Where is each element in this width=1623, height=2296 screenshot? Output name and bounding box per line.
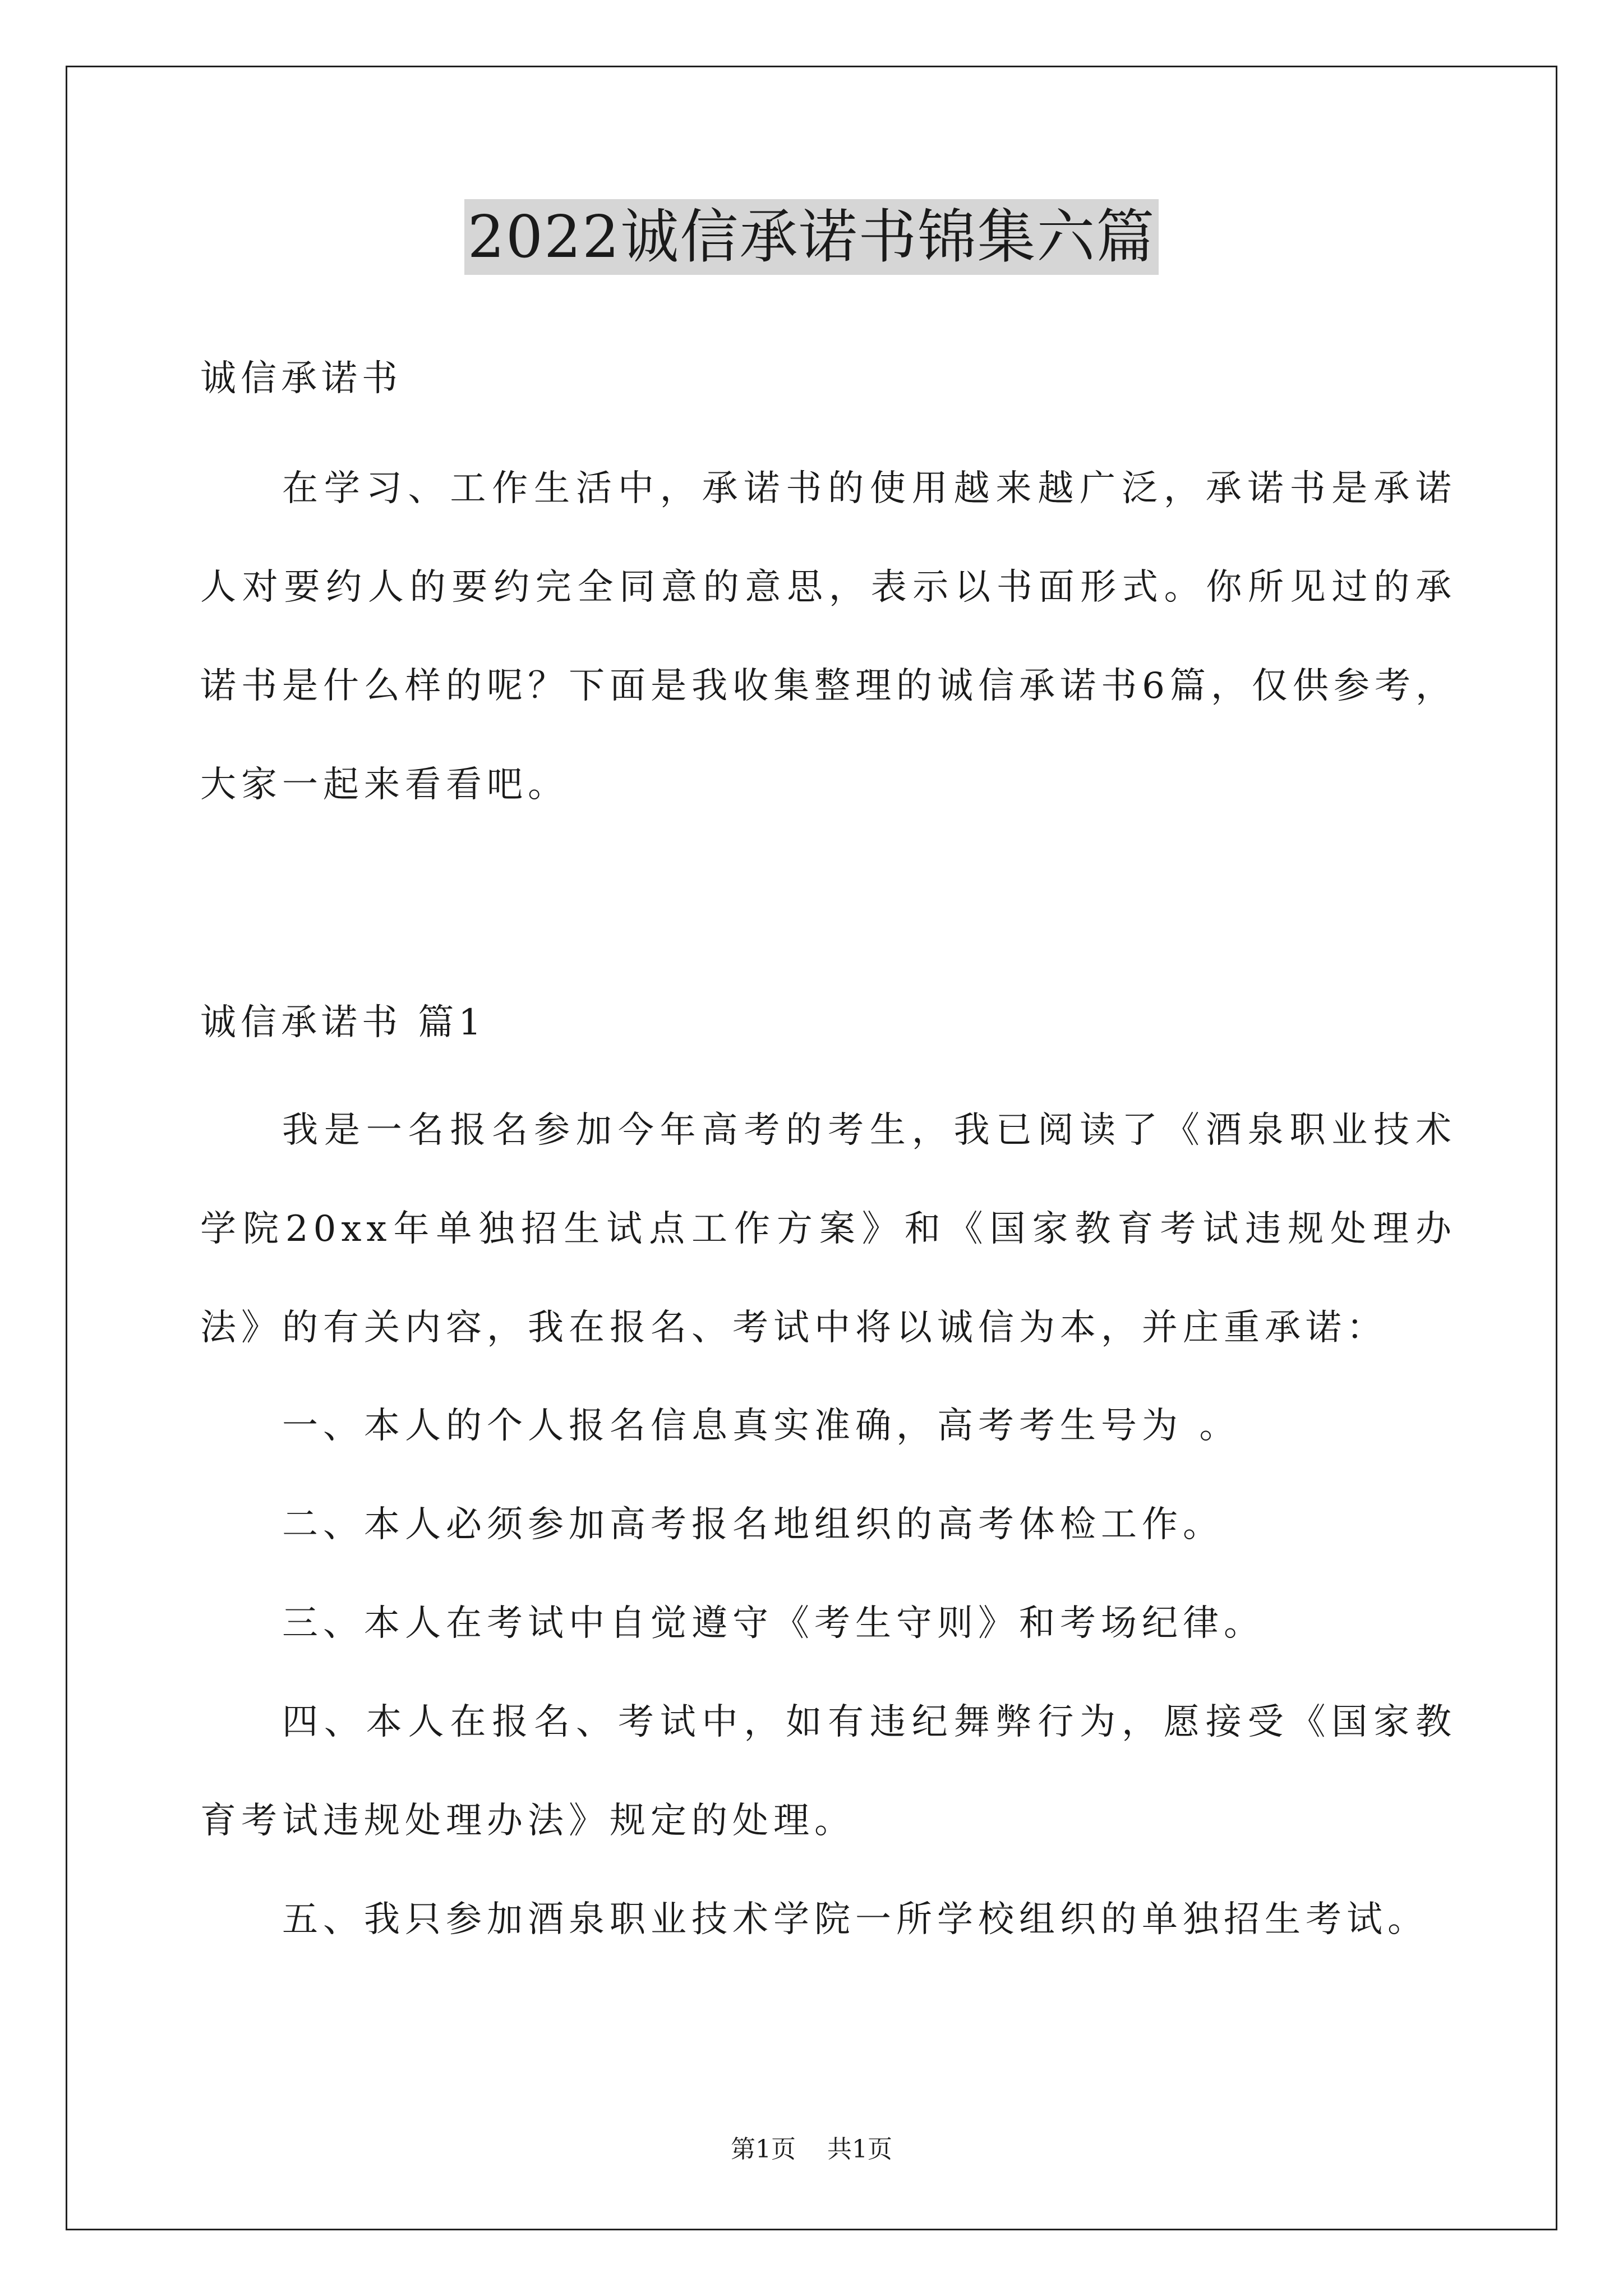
- section-1-item-4: 四、本人在报名、考试中，如有违纪舞弊行为，愿接受《国家教育考试违规处理办法》规定的处理。: [200, 1701, 1456, 1842]
- section-1-paragraph-1: 我是一名报名参加今年高考的考生，我已阅读了《酒泉职业技术学院20xx年单独招生试点工作方案》和《国家教育考试违规处理办法》的有关内容，我在报名、考试中将以诚信为本，并庄重承诺：: [200, 1110, 1456, 1349]
- page-number-total: 共1页: [827, 2135, 892, 2164]
- title-container: [0, 199, 1623, 275]
- section-1-item-2: 二、本人必须参加高考报名地组织的高考体检工作。: [282, 1504, 1224, 1545]
- document-title: 2022诚信承诺书锦集六篇: [464, 199, 1159, 275]
- page-footer: [0, 2133, 1623, 2166]
- section-1-item-5: 五、我只参加酒泉职业技术学院一所学校组织的单独招生考试。: [282, 1899, 1428, 1940]
- section-1-item-1: 一、本人的个人报名信息真实准确，高考考生号为 。: [282, 1405, 1241, 1447]
- page-number-current: 第1页: [731, 2135, 796, 2164]
- section-1-heading: 诚信承诺书 篇1: [200, 1002, 486, 1043]
- section-1-item-3: 三、本人在考试中自觉遵守《考生守则》和考场纪律。: [282, 1603, 1265, 1644]
- intro-paragraph: 在学习、工作生活中，承诺书的使用越来越广泛，承诺书是承诺人对要约人的要约完全同意的意思，表示以书面形式。你所见过的承诺书是什么样的呢？下面是我收集整理的诚信承诺书6篇，仅供参考，大家一起来看看吧。: [200, 468, 1456, 806]
- intro-heading: 诚信承诺书: [200, 358, 402, 399]
